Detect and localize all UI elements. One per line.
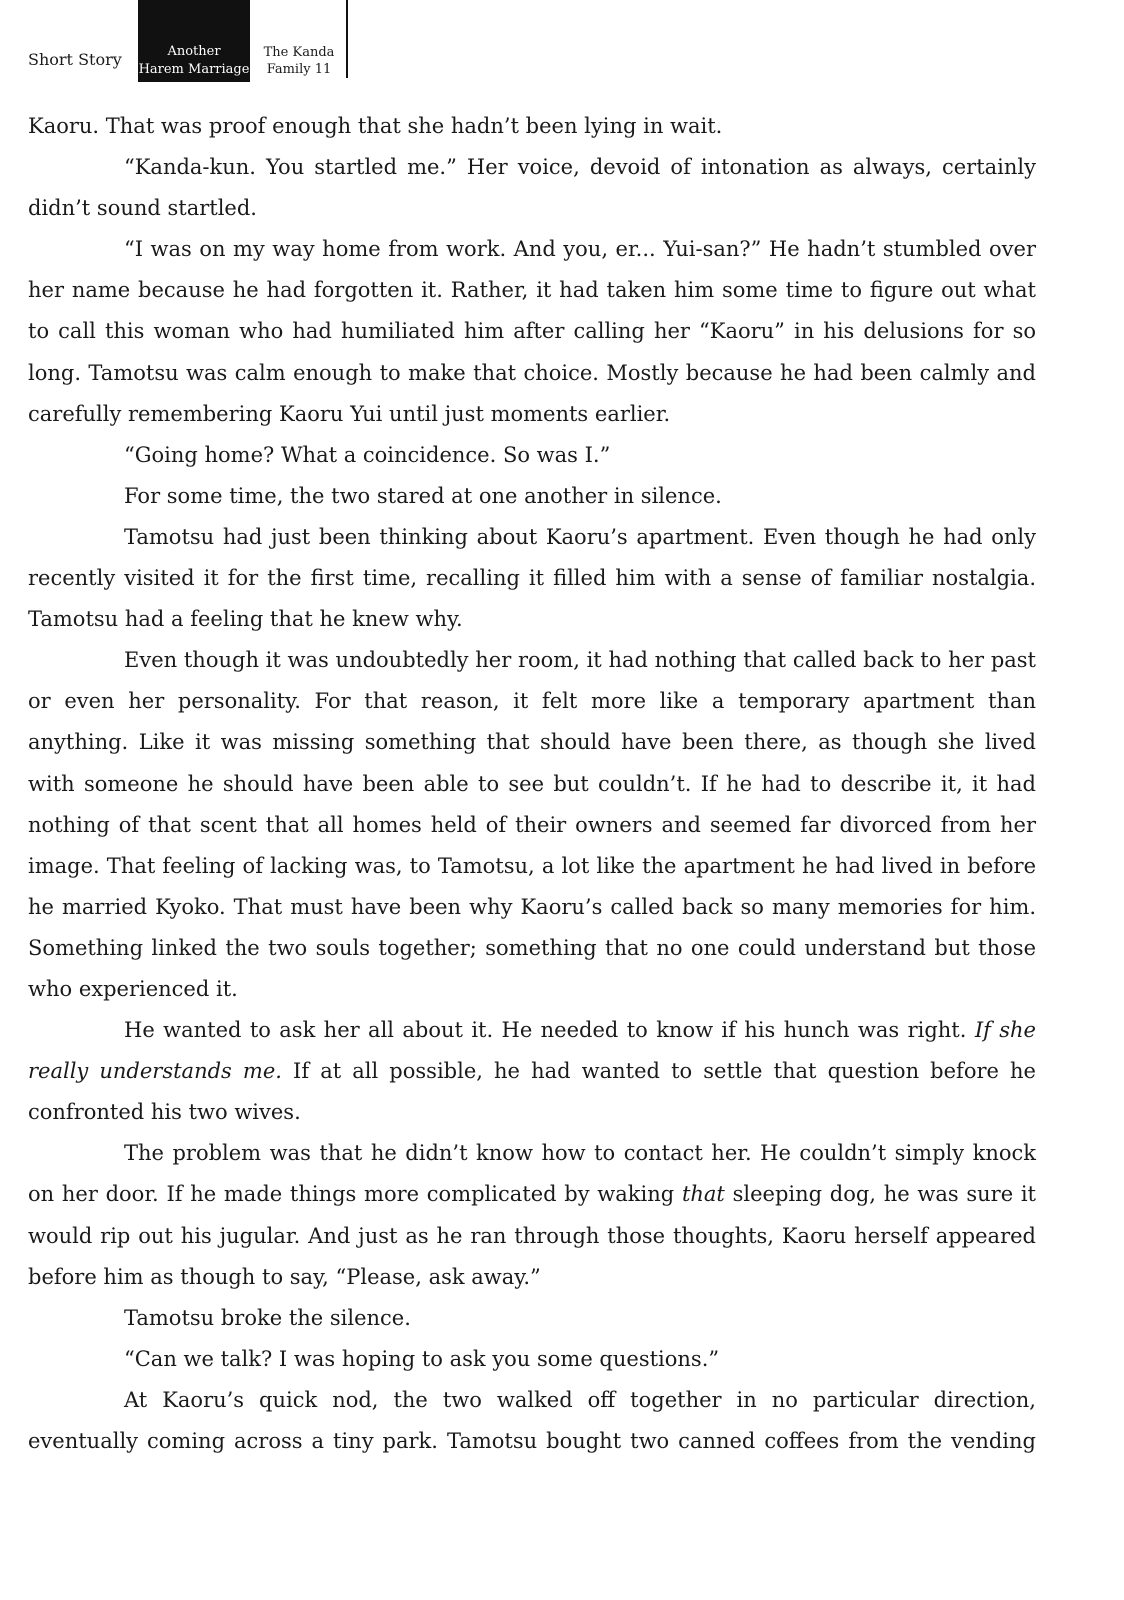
paragraph [28,106,1036,147]
paragraph-text: sleeping dog, he was sure it would rip out his jugular. And just as he ran through those thoughts, Kaoru herself appeared before him as though to say, “Please, ask away.” [28,1182,1036,1289]
paragraph-text: For some time, the two stared at one another in silence. [124,483,722,508]
paragraph-text: If at all possible, he had wanted to settle that question before he confronted his two wives. [28,1059,1036,1125]
series-title-line-2: Harem Marriage [138,62,250,77]
paragraph [28,640,1036,1010]
paragraph-text: Tamotsu had just been thinking about Kaoru’s apartment. Even though he had only recently visited it for the first time, recalling it filled him with a sense of familiar nostalgia. Tamotsu had a feeling that he knew why. [28,524,1036,632]
paragraph [28,147,1036,229]
paragraph [28,1133,1036,1297]
section-label: Short Story [28,50,122,69]
paragraph-text: At Kaoru’s quick nod, the two walked off together in no particular direction, eventually coming across a tiny park. Tamotsu bought two canned coffees from the vending [28,1387,1036,1453]
paragraph [28,1380,1036,1462]
header-divider [346,0,348,78]
italic-text: If she really understands me. [28,1018,1036,1084]
paragraph [28,476,1036,517]
italic-text: that [681,1182,725,1207]
paragraph-text: Tamotsu broke the silence. [124,1305,411,1330]
paragraph-text: Even though it was undoubtedly her room, it had nothing that called back to her past or even her personality. For that reason, it felt more like a temporary apartment than anything. Like it was missing something that should have been there, as though she lived with someone he should have been able to see but couldn’t. If he had to describe it, it had nothing of that scent that all homes held of their owners and seemed far divorced from her image. That feeling of lacking was, to Tamotsu, a lot like the apartment he had lived in before he married Kyoko. That must have been why Kaoru’s called back so many memories for him. Something linked the two souls together; something that no one could understand but those who experienced it. [28,648,1036,1001]
story-body [28,106,1036,1462]
paragraph-text: Kaoru. That was proof enough that she hadn’t been lying in wait. [28,114,723,138]
paragraph-text: The problem was that he didn’t know how to contact her. He couldn’t simply knock on her door. If he made things more complicated by waking [28,1141,1036,1207]
series-title-box [138,0,250,82]
page-header [0,0,1124,82]
chapter-title-line-2: Family 11 [266,62,332,77]
paragraph-text: “Can we talk? I was hoping to ask you some questions.” [124,1346,720,1371]
chapter-title [258,44,340,78]
paragraph [28,435,1036,476]
paragraph-text: “Kanda-kun. You startled me.” Her voice, devoid of intonation as always, certainly didn’t sound startled. [28,155,1036,221]
paragraph [28,1010,1036,1133]
series-title-line-1: Another [167,44,221,59]
paragraph [28,517,1036,640]
paragraph [28,1298,1036,1339]
paragraph-text: “I was on my way home from work. And you, er... Yui-san?” He hadn’t stumbled over her name because he had forgotten it. Rather, it had taken him some time to figure out what to call this woman who had humiliated him after calling her “Kaoru” in his delusions for so long. Tamotsu was calm enough to make that choice. Mostly because he had been calmly and carefully remembering Kaoru Yui until just moments earlier. [28,237,1036,426]
chapter-title-line-1: The Kanda [263,45,335,60]
paragraph-text: “Going home? What a coincidence. So was I.” [124,442,611,467]
paragraph [28,1339,1036,1380]
paragraph [28,229,1036,434]
paragraph-text: He wanted to ask her all about it. He needed to know if his hunch was right. [124,1018,975,1043]
